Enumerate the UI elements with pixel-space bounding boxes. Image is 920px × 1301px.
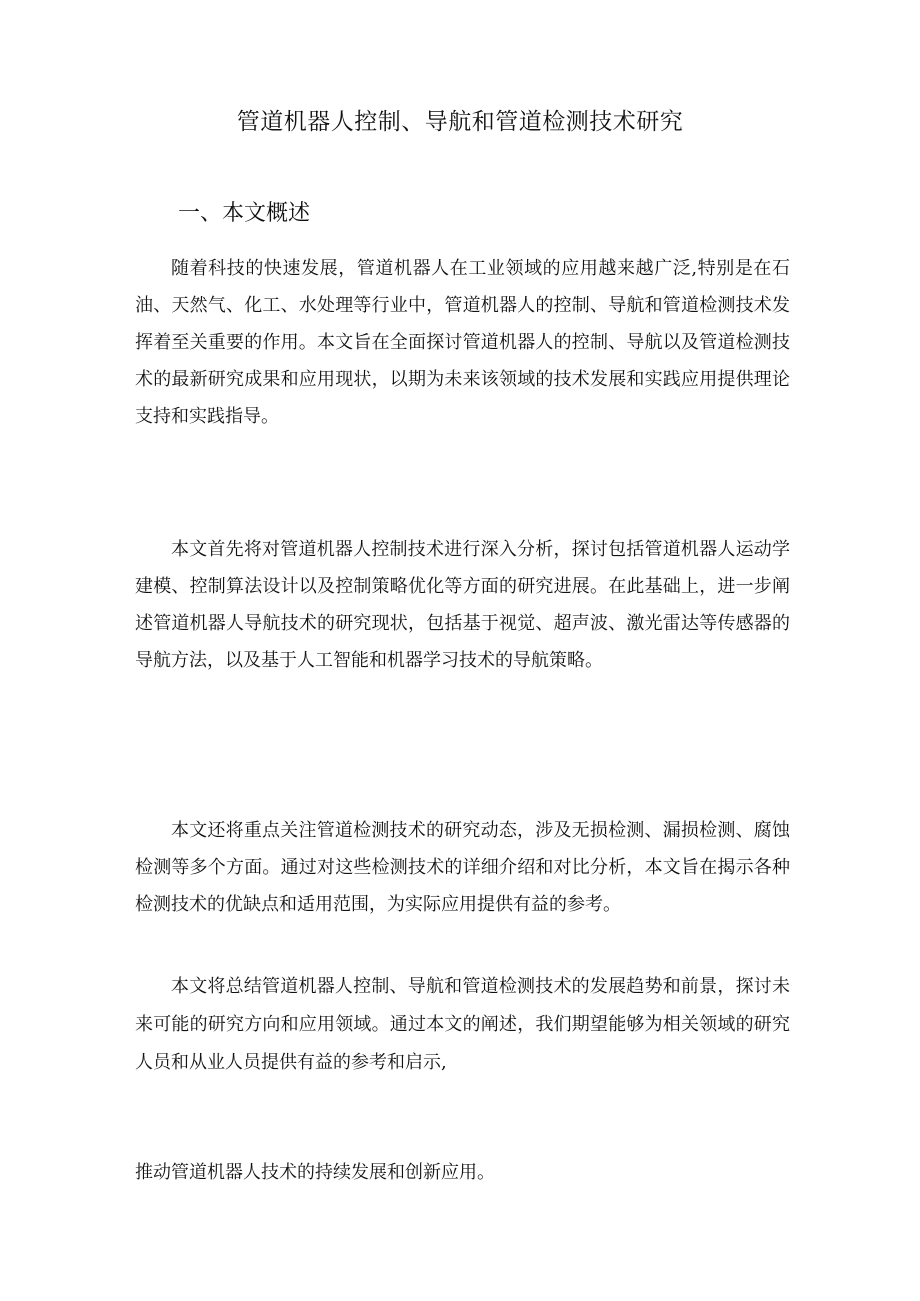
closing-line: 推动管道机器人技术的持续发展和创新应用。 <box>135 1162 495 1183</box>
paragraph: 本文将总结管道机器人控制、导航和管道检测技术的发展趋势和前景，探讨未来可能的研究方向和应用领域。通过本文的阐述，我们期望能够为相关领域的研究人员和从业人员提供有益的参考和启示, <box>135 976 790 1073</box>
paragraph: 本文首先将对管道机器人控制技术进行深入分析，探讨包括管道机器人运动学建模、控制算法设计以及控制策略优化等方面的研究进展。在此基础上，进一步阐述管道机器人导航技术的研究现状，包括基于视觉、超声波、激光雷达等传感器的导航方法，以及基于人工智能和机器学习技术的导航策略。 <box>135 539 790 671</box>
section-heading: 一、本文概述 <box>178 201 311 226</box>
document-title: 管道机器人控制、导航和管道检测技术研究 <box>236 109 684 135</box>
paragraph: 随着科技的快速发展，管道机器人在工业领域的应用越来越广泛,特别是在石油、天然气、化工、水处理等行业中，管道机器人的控制、导航和管道检测技术发挥着至关重要的作用。本文旨在全面探讨管道机器人的控制、导航以及管道检测技术的最新研究成果和应用现状，以期为未来该领域的技术发展和实践应用提供理论支持和实践指导。 <box>135 258 790 427</box>
paragraph: 本文还将重点关注管道检测技术的研究动态，涉及无损检测、漏损检测、腐蚀检测等多个方面。通过对这些检测技术的详细介绍和对比分析，本文旨在揭示各种检测技术的优缺点和适用范围，为实际应用提供有益的参考。 <box>135 820 790 915</box>
